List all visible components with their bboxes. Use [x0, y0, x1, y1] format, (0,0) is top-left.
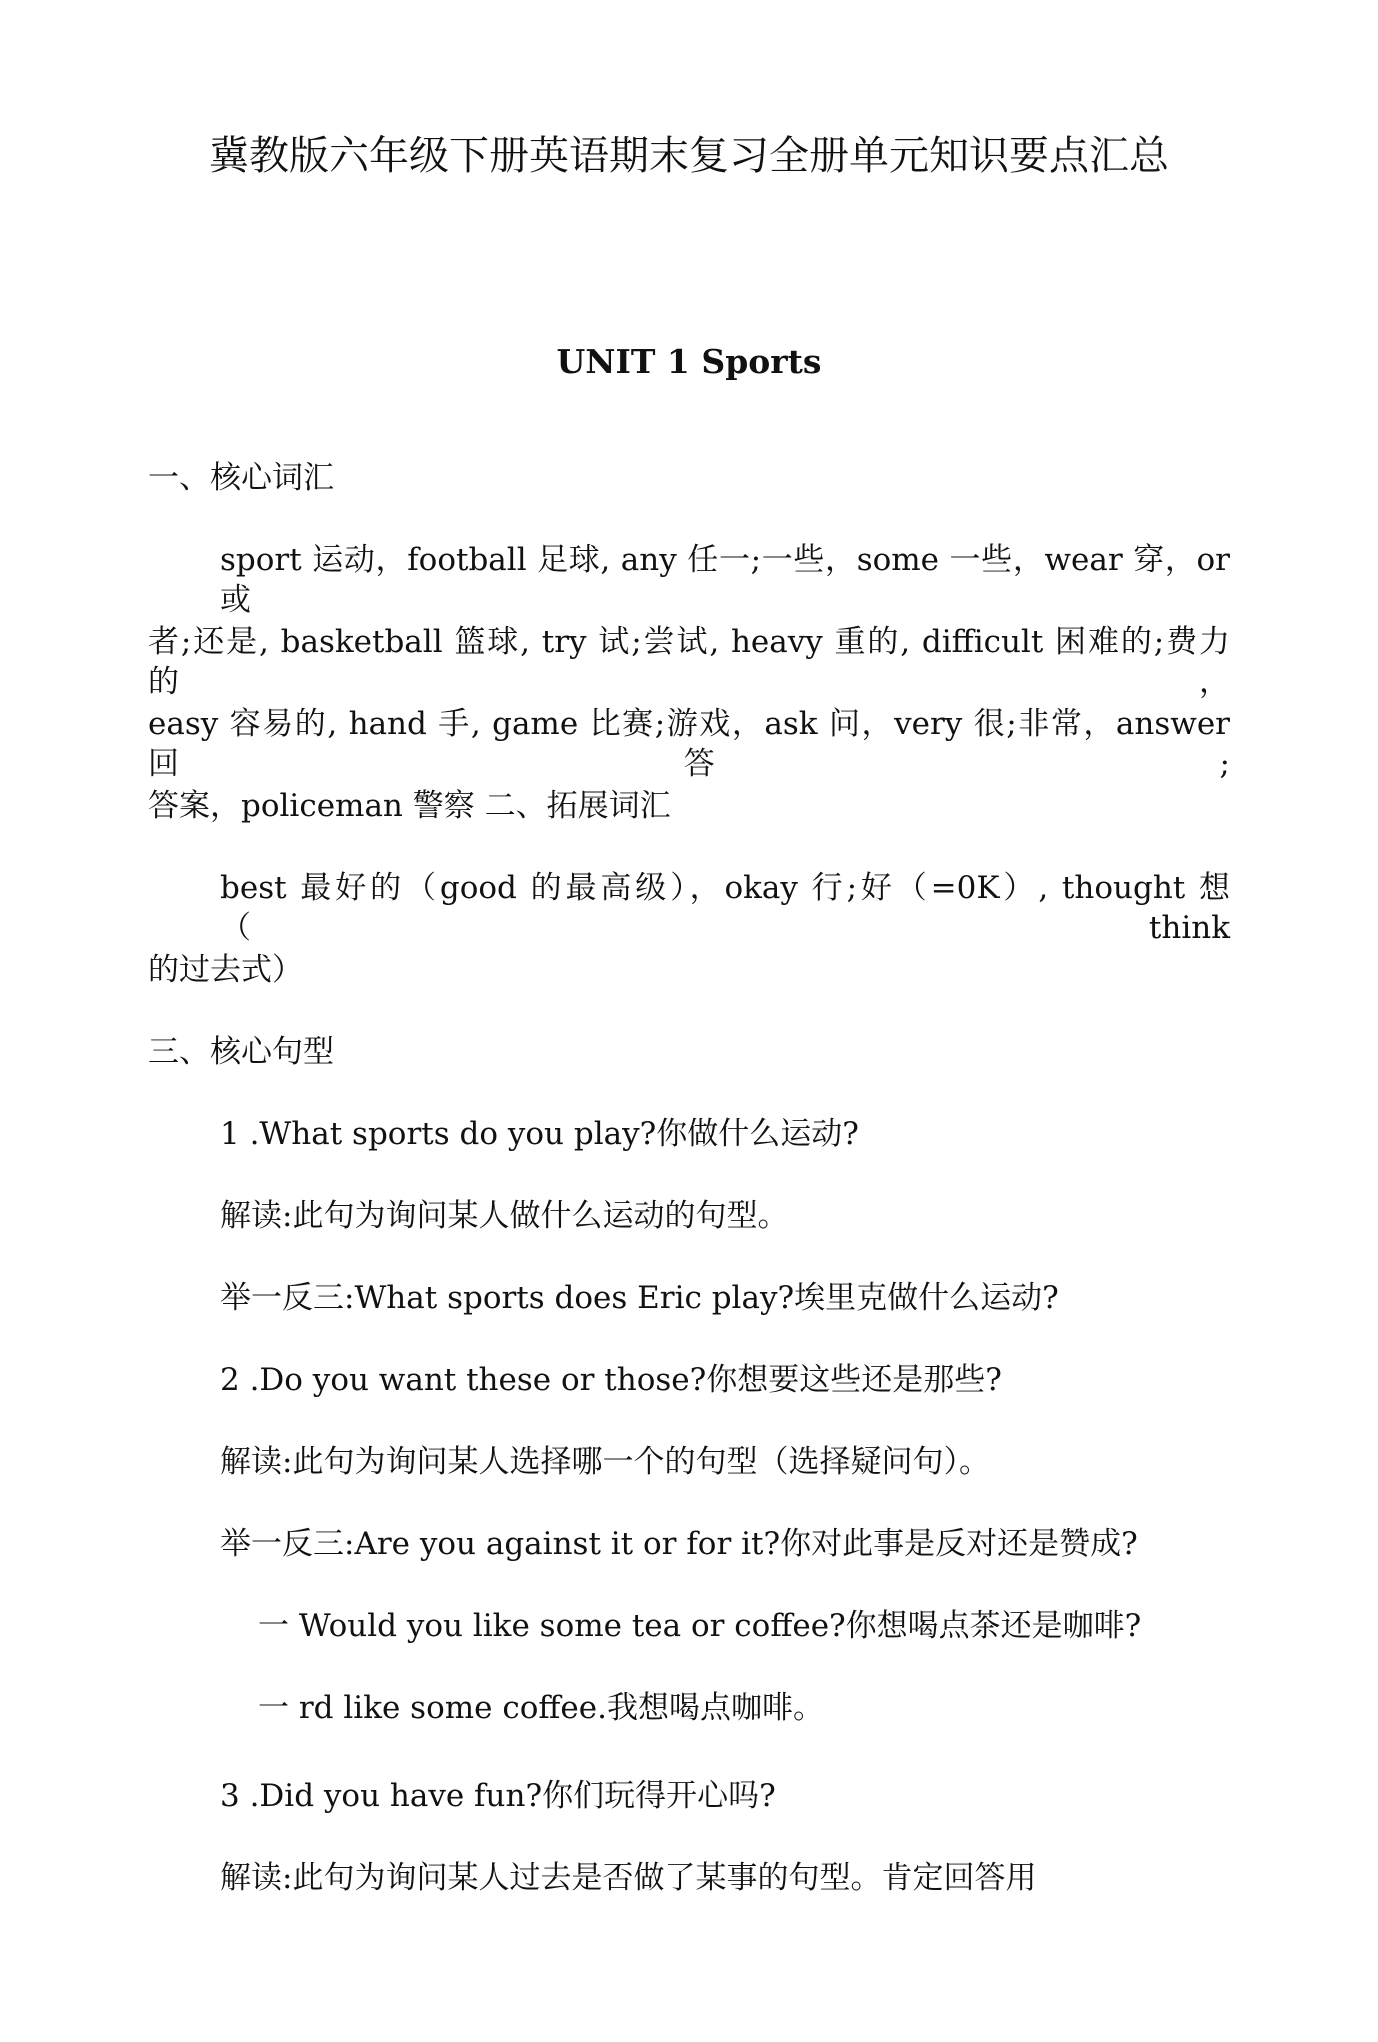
vocab-line: sport 运动，football 足球, any 任一;一些，some 一些，wear 穿，or 或: [220, 542, 1230, 618]
section-heading-core-sentences: 三、核心句型: [148, 1034, 334, 1070]
sentence-item: 1 .What sports do you play?你做什么运动?: [220, 1116, 859, 1152]
sentence-example: 举一反三:What sports does Eric play?埃里克做什么运动?: [220, 1280, 1059, 1316]
vocab-line: 答案，policeman 警察 二、拓展词汇: [148, 788, 671, 824]
ext-vocab-line: best 最好的（good 的最高级），okay 行;好（=0K）, thought 想（think: [220, 870, 1230, 946]
sentence-example: 举一反三:Are you against it or for it?你对此事是反对还是赞成?: [220, 1526, 1138, 1562]
unit-heading: UNIT 1 Sports: [556, 342, 822, 381]
sentence-explanation: 解读:此句为询问某人选择哪一个的句型（选择疑问句）。: [220, 1444, 990, 1480]
section-heading-core-vocab: 一、核心词汇: [148, 460, 334, 496]
dialog-line: 一 Would you like some tea or coffee?你想喝点茶还是咖啡?: [258, 1608, 1142, 1644]
vocab-line: 者;还是, basketball 篮球, try 试;尝试, heavy 重的, difficult 困难的;费力 的，: [148, 624, 1230, 700]
sentence-item: 3 .Did you have fun?你们玩得开心吗?: [220, 1778, 776, 1814]
document-title: 冀教版六年级下册英语期末复习全册单元知识要点汇总: [209, 133, 1169, 179]
sentence-item: 2 .Do you want these or those?你想要这些还是那些?: [220, 1362, 1002, 1398]
sentence-explanation: 解读:此句为询问某人做什么运动的句型。: [220, 1198, 789, 1234]
vocab-line: easy 容易的, hand 手, game 比赛;游戏，ask 问，very 很;非常，answer 回答;: [148, 706, 1230, 782]
ext-vocab-line: 的过去式）: [148, 952, 303, 988]
sentence-explanation: 解读:此句为询问某人过去是否做了某事的句型。肯定回答用: [220, 1860, 1037, 1896]
dialog-line: 一 rd like some coffee.我想喝点咖啡。: [258, 1690, 824, 1726]
